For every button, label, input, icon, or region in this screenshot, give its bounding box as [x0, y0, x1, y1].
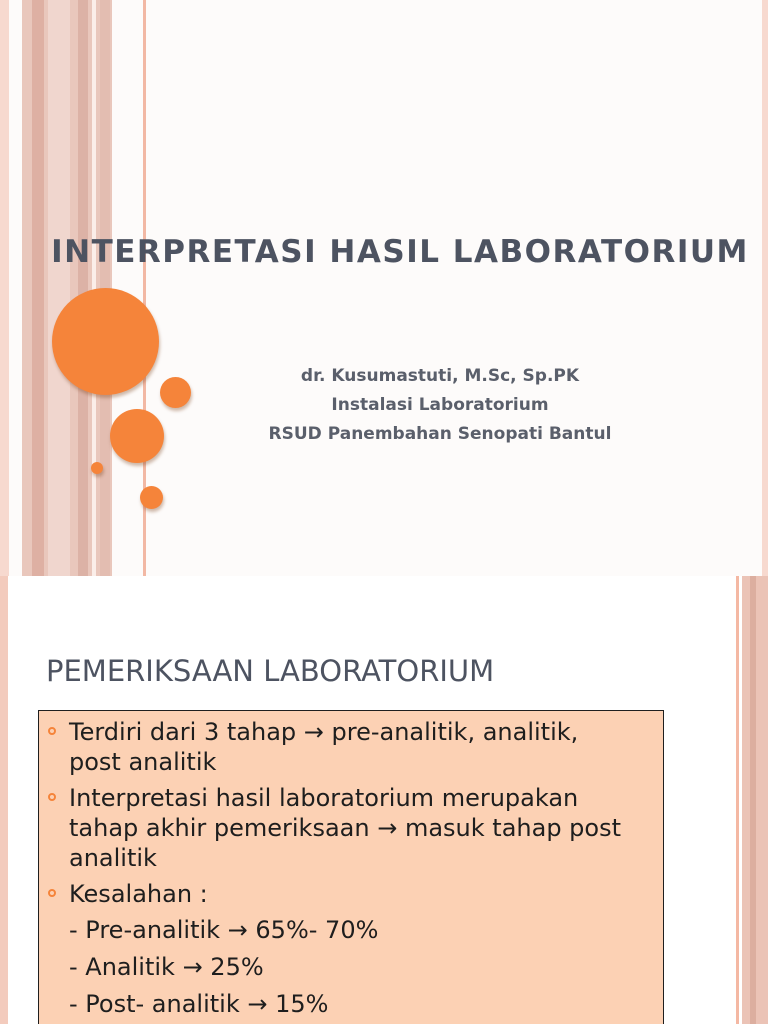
- content-slide: [0, 576, 768, 1024]
- error-rate-item: - Post- analitik → 15%: [69, 990, 329, 1018]
- list-item: Interpretasi hasil laboratorium merupakan tahap akhir pemeriksaan → masuk tahap post analitik: [69, 783, 621, 873]
- bullet-ring-icon: [48, 889, 56, 897]
- slide-subtitle: [170, 362, 710, 449]
- decorative-bar: [736, 576, 739, 1024]
- list-item: Kesalahan :: [69, 879, 621, 909]
- left-edge-stripe: [0, 0, 9, 576]
- department-name: Instalasi Laboratorium: [331, 395, 549, 415]
- hospital-name: RSUD Panembahan Senopati Bantul: [268, 424, 612, 444]
- decorative-bar: [78, 0, 88, 576]
- decorative-bar: [32, 0, 44, 576]
- decorative-circle-large: [52, 288, 159, 395]
- bullet-list: [69, 717, 621, 1024]
- decorative-bar: [48, 0, 70, 576]
- bullet-ring-icon: [48, 727, 56, 735]
- decorative-circle-small: [140, 486, 163, 509]
- author-name: dr. Kusumastuti, M.Sc, Sp.PK: [300, 366, 580, 386]
- error-rate-item: - Analitik → 25%: [69, 953, 264, 981]
- bullet-content-box: [38, 710, 664, 1024]
- list-item: Terdiri dari 3 tahap → pre-analitik, analitik, post analitik: [69, 717, 621, 777]
- slide-title: PEMERIKSAAN LABORATORIUM: [46, 654, 495, 688]
- right-edge-stripe: [762, 0, 768, 576]
- error-rate-item: - Pre-analitik → 65%- 70%: [69, 916, 379, 944]
- decorative-bar: [750, 576, 756, 1024]
- bullet-ring-icon: [48, 793, 56, 801]
- decorative-circle-medium: [110, 409, 164, 463]
- left-edge-stripe: [0, 576, 8, 1024]
- decorative-circle-tiny: [91, 462, 103, 474]
- slide-title: INTERPRETASI HASIL LABORATORIUM: [51, 234, 749, 270]
